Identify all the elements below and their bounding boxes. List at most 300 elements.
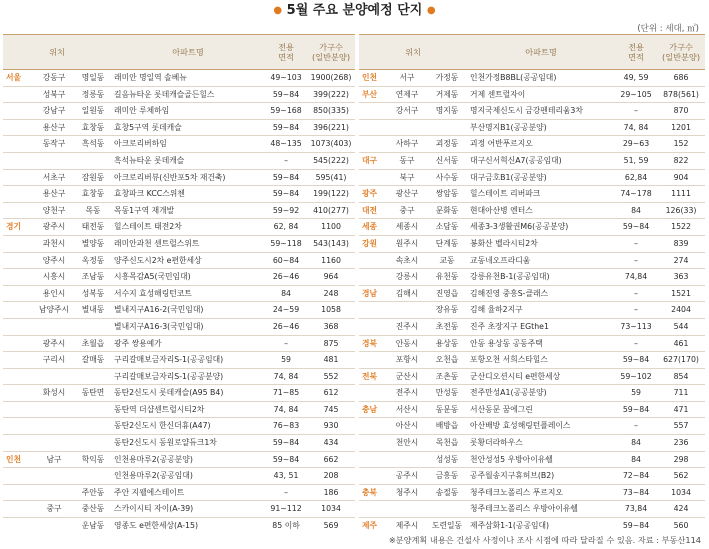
- region-cell: [3, 352, 33, 369]
- city-cell: 강남구: [33, 103, 75, 120]
- households-cell: 1521: [657, 285, 705, 302]
- city-cell: 남양주시: [33, 302, 75, 319]
- city-cell: [33, 401, 75, 418]
- area-cell: 59~84: [615, 401, 657, 418]
- apartment-cell: 대구신서혁신A7(공공임대): [467, 152, 615, 169]
- dong-cell: 괴정동: [427, 136, 467, 153]
- region-cell: [3, 302, 33, 319]
- apartment-cell: 청주테크노폴리스 우방아이유쉘: [467, 501, 615, 518]
- households-cell: 612: [307, 385, 355, 402]
- header-apartment: 아파트명: [467, 35, 615, 70]
- households-cell: 560: [657, 518, 705, 534]
- title-text: 5월 주요 분양예정 단지: [286, 3, 423, 18]
- dong-cell: 소담동: [427, 219, 467, 236]
- region-cell: [359, 252, 387, 269]
- dong-cell: 옥정동: [75, 252, 111, 269]
- table-row: [3, 352, 355, 369]
- area-cell: 59~84: [265, 451, 307, 468]
- area-cell: 29~105: [615, 86, 657, 103]
- dong-cell: 신서동: [427, 152, 467, 169]
- region-cell: 대전: [359, 202, 387, 219]
- dong-cell: [75, 435, 111, 452]
- area-cell: 24~59: [265, 302, 307, 319]
- region-cell: 서울: [6, 73, 22, 82]
- city-cell: 군산시: [387, 368, 427, 385]
- area-cell: 49~103: [270, 73, 302, 82]
- city-cell: 광산구: [387, 186, 427, 203]
- area-cell: 84: [615, 435, 657, 452]
- dong-cell: 쌍암동: [427, 186, 467, 203]
- city-cell: 광주시: [33, 219, 75, 236]
- apartment-cell: 동탄2신도시 롯데캐슬(A95 B4): [111, 385, 265, 402]
- apartment-cell: 전주만성A1(공공분양): [467, 385, 615, 402]
- dong-cell: 사수동: [427, 169, 467, 186]
- table-row: [359, 202, 705, 219]
- dong-cell: 문화동: [427, 202, 467, 219]
- dong-cell: 가정동: [435, 73, 459, 82]
- area-cell: 49, 59: [623, 73, 649, 82]
- header-apartment: 아파트명: [111, 35, 265, 70]
- table-row: [359, 186, 705, 203]
- region-cell: [3, 484, 33, 501]
- households-cell: 1034: [657, 484, 705, 501]
- area-cell: 84: [615, 202, 657, 219]
- area-cell: 62, 84: [265, 219, 307, 236]
- region-cell: 제주: [359, 518, 387, 534]
- table-row: [3, 136, 355, 153]
- area-cell: 59~84: [265, 86, 307, 103]
- table-row: [359, 451, 705, 468]
- dong-cell: 태전동: [75, 219, 111, 236]
- households-cell: 396(221): [307, 119, 355, 136]
- apartment-cell: 효창파크 KCC스위첸: [111, 186, 265, 203]
- households-cell: 1160: [307, 252, 355, 269]
- apartment-cell: 세종3-3생활권M6(공공분양): [467, 219, 615, 236]
- header-area: 전용 면적: [265, 35, 307, 70]
- table-row: [3, 152, 355, 169]
- households-cell: 569: [307, 518, 355, 534]
- left-table-panel: [3, 34, 355, 534]
- area-cell: 62,84: [615, 169, 657, 186]
- city-cell: [33, 368, 75, 385]
- dong-cell: 성복동: [75, 285, 111, 302]
- city-cell: 김해시: [387, 285, 427, 302]
- area-cell: –: [615, 418, 657, 435]
- city-cell: 진주시: [387, 318, 427, 335]
- households-cell: 964: [307, 269, 355, 286]
- table-row: [3, 119, 355, 136]
- region-cell: 경기: [3, 219, 33, 236]
- region-cell: 충북: [359, 484, 387, 501]
- region-cell: 인천: [3, 451, 33, 468]
- dong-cell: 초월읍: [75, 335, 111, 352]
- area-cell: 59~84: [615, 219, 657, 236]
- table-row: [3, 269, 355, 286]
- city-cell: 서산시: [387, 401, 427, 418]
- area-cell: 59~84: [265, 186, 307, 203]
- households-cell: 236: [657, 435, 705, 452]
- page-title: [0, 0, 709, 22]
- region-cell: 경북: [359, 335, 387, 352]
- table-row: [3, 285, 355, 302]
- city-cell: [33, 435, 75, 452]
- dong-cell: 성성동: [427, 451, 467, 468]
- dong-cell: [75, 418, 111, 435]
- city-cell: 강릉시: [387, 269, 427, 286]
- apartment-cell: 스카이시티 자이(A-39): [111, 501, 265, 518]
- households-cell: 545(222): [307, 152, 355, 169]
- apartment-cell: 공주월송지구휴허브(B2): [467, 468, 615, 485]
- apartment-cell: 구리갈매보금자리S-1(공공분양): [111, 368, 265, 385]
- city-cell: 강서구: [387, 103, 427, 120]
- region-cell: 인천: [362, 73, 378, 82]
- apartment-cell: 길음뉴타운 롯데캐슬골든힐스: [111, 86, 265, 103]
- households-cell: 410(277): [307, 202, 355, 219]
- area-cell: 59~84: [265, 169, 307, 186]
- households-cell: 1058: [307, 302, 355, 319]
- table-row: [359, 302, 705, 319]
- city-cell: 청주시: [387, 484, 427, 501]
- city-cell: [387, 119, 427, 136]
- dong-cell: 목동: [75, 202, 111, 219]
- region-cell: [3, 335, 33, 352]
- header-location: 위치: [359, 35, 467, 70]
- dong-cell: 별양동: [75, 235, 111, 252]
- city-cell: 동작구: [33, 136, 75, 153]
- city-cell: 공주시: [387, 468, 427, 485]
- area-cell: 74, 84: [615, 119, 657, 136]
- table-row: [359, 103, 705, 120]
- dong-cell: 동탄면: [75, 385, 111, 402]
- apartment-cell: 래미안과천 센트럴스위트: [111, 235, 265, 252]
- table-row: [3, 368, 355, 385]
- region-cell: [3, 418, 33, 435]
- dong-cell: 효창동: [75, 119, 111, 136]
- city-cell: 양천구: [33, 202, 75, 219]
- apartment-cell: 서산동문 꿈에그린: [467, 401, 615, 418]
- table-header: [359, 35, 705, 70]
- region-cell: [3, 385, 33, 402]
- households-cell: 562: [657, 468, 705, 485]
- area-cell: 74, 84: [265, 401, 307, 418]
- region-cell: [359, 302, 387, 319]
- dong-cell: 유천동: [427, 269, 467, 286]
- area-cell: 43, 51: [265, 468, 307, 485]
- region-cell: [3, 252, 33, 269]
- city-cell: 용산구: [33, 119, 75, 136]
- apartment-cell: 김해진영 중흥S-클래스: [467, 285, 615, 302]
- region-cell: [359, 418, 387, 435]
- households-cell: 557: [657, 418, 705, 435]
- table-row: [3, 385, 355, 402]
- bullet-icon: ●: [273, 5, 283, 16]
- table-row: [3, 70, 355, 87]
- dong-cell: [75, 468, 111, 485]
- city-cell: [33, 468, 75, 485]
- households-cell: 662: [307, 451, 355, 468]
- table-row: [3, 484, 355, 501]
- city-cell: 구리시: [33, 352, 75, 369]
- area-cell: 71~85: [265, 385, 307, 402]
- area-cell: –: [615, 302, 657, 319]
- region-cell: [359, 169, 387, 186]
- region-cell: 충남: [359, 401, 387, 418]
- area-cell: 74~178: [615, 186, 657, 203]
- dong-cell: 명지동: [427, 103, 467, 120]
- households-cell: 363: [657, 269, 705, 286]
- table-row: [3, 186, 355, 203]
- apartment-cell: 서수지 효성해링턴코트: [111, 285, 265, 302]
- city-cell: 시흥시: [33, 269, 75, 286]
- apartment-cell: 롯황더라하우스: [467, 435, 615, 452]
- region-cell: [3, 269, 33, 286]
- region-cell: [3, 119, 33, 136]
- dong-cell: [427, 501, 467, 518]
- table-header: [3, 35, 355, 70]
- city-cell: 제주시: [387, 518, 427, 534]
- city-cell: 양주시: [33, 252, 75, 269]
- dong-cell: 잠원동: [75, 169, 111, 186]
- region-cell: 광주: [359, 186, 387, 203]
- region-cell: 강원: [359, 235, 387, 252]
- left-table: [3, 34, 355, 534]
- area-cell: 59~118: [265, 235, 307, 252]
- city-cell: 포항시: [387, 352, 427, 369]
- city-cell: [387, 501, 427, 518]
- region-cell: [3, 136, 33, 153]
- apartment-cell: 인천용마루2(공공분양): [111, 451, 265, 468]
- region-cell: [3, 401, 33, 418]
- apartment-cell: 별내지구A16-2(국민임대): [111, 302, 265, 319]
- apartment-cell: 시흥목감A5(국민임대): [111, 269, 265, 286]
- dong-cell: 초전동: [427, 318, 467, 335]
- table-row: [359, 418, 705, 435]
- table-row: [359, 318, 705, 335]
- households-cell: 745: [307, 401, 355, 418]
- city-cell: 북구: [387, 169, 427, 186]
- apartment-cell: 주안 지웰에스테이트: [111, 484, 265, 501]
- dong-cell: 금흥동: [427, 468, 467, 485]
- area-cell: 74,84: [615, 269, 657, 286]
- region-cell: [359, 501, 387, 518]
- city-cell: 중구: [33, 501, 75, 518]
- city-cell: 광주시: [33, 335, 75, 352]
- unit-note: (단위 : 세대, ㎡): [637, 24, 699, 34]
- table-row: [359, 468, 705, 485]
- dong-cell: [427, 119, 467, 136]
- table-row: [359, 152, 705, 169]
- city-cell: 속초시: [387, 252, 427, 269]
- area-cell: 74, 84: [265, 368, 307, 385]
- area-cell: 59~92: [265, 202, 307, 219]
- dong-cell: 송절동: [427, 484, 467, 501]
- table-row: [3, 501, 355, 518]
- table-row: [3, 302, 355, 319]
- apartment-cell: 천안성성5 우방아이유쉘: [467, 451, 615, 468]
- dong-cell: [75, 152, 111, 169]
- apartment-cell: 래미안 명일역 솔베뉴: [114, 73, 187, 82]
- city-cell: [387, 302, 427, 319]
- apartment-cell: 교동네오프라디움: [467, 252, 615, 269]
- table-row: [3, 252, 355, 269]
- area-cell: –: [615, 235, 657, 252]
- households-cell: 481: [307, 352, 355, 369]
- apartment-cell: 봉화산 벨라시티2차: [467, 235, 615, 252]
- apartment-cell: 현대아산병 엔터스: [467, 202, 615, 219]
- region-cell: [3, 186, 33, 203]
- households-cell: 595(41): [307, 169, 355, 186]
- apartment-cell: 괴정 어반푸르지오: [467, 136, 615, 153]
- apartment-cell: 인천가정B8BL(공공임대): [470, 73, 557, 82]
- apartment-cell: 안동 용상동 공동주택: [467, 335, 615, 352]
- city-cell: 원주시: [387, 235, 427, 252]
- table-row: [359, 385, 705, 402]
- dong-cell: 명일동: [81, 73, 105, 82]
- area-cell: 59~102: [615, 368, 657, 385]
- area-cell: 84: [615, 451, 657, 468]
- apartment-cell: 목동1구역 재개발: [111, 202, 265, 219]
- table-row: [359, 169, 705, 186]
- city-cell: [33, 518, 75, 534]
- households-cell: 461: [657, 335, 705, 352]
- region-cell: [3, 501, 33, 518]
- apartment-cell: 아크로리버뷰(신반포5차 재건축): [111, 169, 265, 186]
- region-cell: [3, 468, 33, 485]
- households-cell: 878(561): [657, 86, 705, 103]
- footnote: ※분양계획 내용은 건설사 사정이나 조사 시점에 따라 달라질 수 있음. 자료 : 부동산114: [388, 535, 701, 545]
- dong-cell: 거제동: [427, 86, 467, 103]
- households-cell: 434: [307, 435, 355, 452]
- dong-cell: 갈매동: [75, 352, 111, 369]
- table-row: [359, 86, 705, 103]
- apartment-cell: 대구금호B1(공공분양): [467, 169, 615, 186]
- apartment-cell: 힐스테이트 리버파크: [467, 186, 615, 203]
- households-cell: 850(335): [307, 103, 355, 120]
- city-cell: 동구: [387, 152, 427, 169]
- apartment-cell: 광주 쌍용예가: [111, 335, 265, 352]
- apartment-cell: 흑석뉴타운 롯데캐슬: [111, 152, 265, 169]
- region-cell: [359, 103, 387, 120]
- apartment-cell: 인천용마루2(공공임대): [111, 468, 265, 485]
- table-row: [359, 285, 705, 302]
- area-cell: 26~46: [265, 269, 307, 286]
- households-cell: 208: [307, 468, 355, 485]
- table-row: [3, 435, 355, 452]
- region-cell: 세종: [359, 219, 387, 236]
- area-cell: 29~63: [615, 136, 657, 153]
- header-area: 전용 면적: [615, 35, 657, 70]
- region-cell: [359, 468, 387, 485]
- households-cell: 1900(268): [310, 73, 352, 82]
- apartment-cell: 제주삼화1-1(공공임대): [467, 518, 615, 534]
- table-row: [359, 136, 705, 153]
- bullet-icon: ●: [426, 5, 436, 16]
- area-cell: 59~168: [265, 103, 307, 120]
- area-cell: –: [615, 103, 657, 120]
- table-row: [359, 119, 705, 136]
- area-cell: 76~83: [265, 418, 307, 435]
- dong-cell: 단계동: [427, 235, 467, 252]
- table-row: [3, 235, 355, 252]
- table-row: [359, 368, 705, 385]
- city-cell: 안동시: [387, 335, 427, 352]
- city-cell: 성북구: [33, 86, 75, 103]
- region-cell: [359, 119, 387, 136]
- households-cell: 543(143): [307, 235, 355, 252]
- region-cell: [359, 136, 387, 153]
- apartment-cell: 동탄역 더샵센트럴시티2차: [111, 401, 265, 418]
- header-location: 위치: [3, 35, 111, 70]
- apartment-cell: 효창5구역 롯데캐슬: [111, 119, 265, 136]
- right-table: [359, 34, 705, 534]
- area-cell: 59~84: [615, 352, 657, 369]
- households-cell: 1073(403): [307, 136, 355, 153]
- area-cell: –: [265, 152, 307, 169]
- dong-cell: 조촌동: [427, 368, 467, 385]
- region-cell: 부산: [359, 86, 387, 103]
- apartment-cell: 별내지구A16-3(국민임대): [111, 318, 265, 335]
- households-cell: 544: [657, 318, 705, 335]
- dong-cell: [75, 318, 111, 335]
- city-cell: [387, 451, 427, 468]
- area-cell: 73~84: [615, 484, 657, 501]
- left-table-body: [3, 70, 355, 534]
- table-row: [359, 70, 705, 87]
- city-cell: 사하구: [387, 136, 427, 153]
- city-cell: [33, 152, 75, 169]
- apartment-cell: 진주 초장지구 EGthe1: [467, 318, 615, 335]
- area-cell: 91~112: [265, 501, 307, 518]
- households-cell: 1034: [307, 501, 355, 518]
- households-cell: 711: [657, 385, 705, 402]
- dong-cell: 운남동: [75, 518, 111, 534]
- households-cell: 875: [307, 335, 355, 352]
- table-row: [3, 169, 355, 186]
- region-cell: [3, 518, 33, 534]
- city-cell: 중구: [387, 202, 427, 219]
- region-cell: [3, 103, 33, 120]
- right-table-body: [359, 70, 705, 534]
- area-cell: 73~113: [615, 318, 657, 335]
- apartment-cell: 아산배방 효성해링턴플레이스: [467, 418, 615, 435]
- apartment-cell: 영종도 e편한세상(A-15): [111, 518, 265, 534]
- households-cell: 1111: [657, 186, 705, 203]
- area-cell: 59~84: [615, 518, 657, 534]
- city-cell: 천안시: [387, 435, 427, 452]
- table-row: [359, 401, 705, 418]
- table-row: [3, 518, 355, 534]
- region-cell: [359, 435, 387, 452]
- apartment-cell: 포항오천 서희스타힐스: [467, 352, 615, 369]
- households-cell: 870: [657, 103, 705, 120]
- area-cell: 59~84: [265, 435, 307, 452]
- region-cell: [3, 318, 33, 335]
- region-cell: [3, 169, 33, 186]
- table-row: [3, 318, 355, 335]
- area-cell: 26~46: [265, 318, 307, 335]
- area-cell: 84: [265, 285, 307, 302]
- dong-cell: 만성동: [427, 385, 467, 402]
- city-cell: 용인시: [33, 285, 75, 302]
- city-cell: [33, 484, 75, 501]
- area-cell: 60~84: [265, 252, 307, 269]
- households-cell: 126(33): [657, 202, 705, 219]
- city-cell: [33, 418, 75, 435]
- city-cell: 전주시: [387, 385, 427, 402]
- dong-cell: 별내동: [75, 302, 111, 319]
- dong-cell: 조남동: [75, 269, 111, 286]
- table-row: [3, 451, 355, 468]
